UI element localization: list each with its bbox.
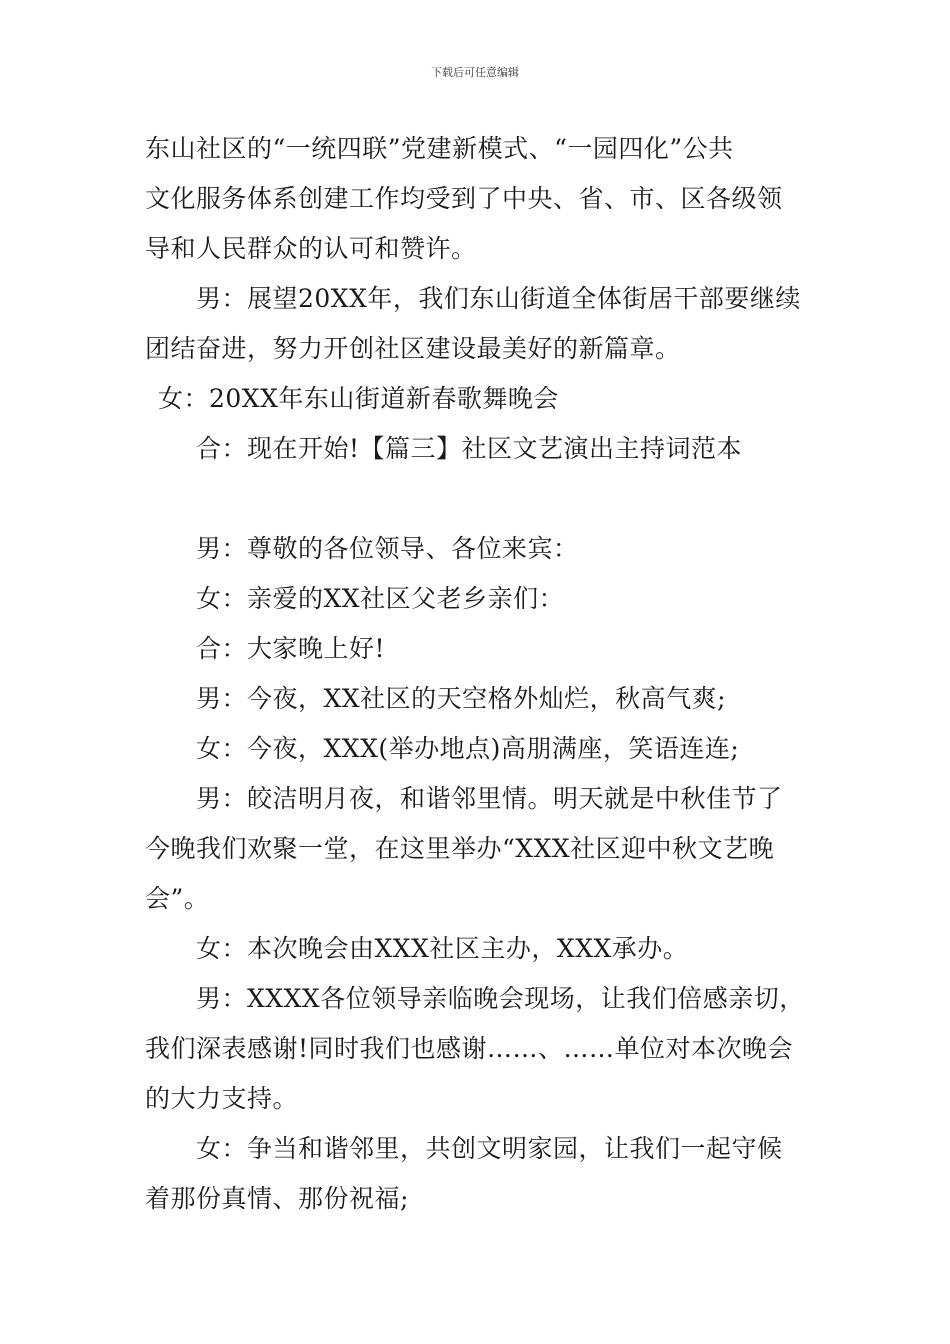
text-line: 男：皎洁明月夜，和谐邻里情。明天就是中秋佳节了 xyxy=(196,784,783,813)
text-line: 女：争当和谐邻里，共创文明家园，让我们一起守候 xyxy=(196,1134,783,1163)
text-line: 东山社区的“一统四联”党建新模式、“一园四化”公共 xyxy=(145,134,734,163)
page-header: 下载后可任意编辑 xyxy=(431,66,519,79)
text-line: 女：今夜，XXX(举办地点)高朋满座，笑语连连; xyxy=(196,734,740,763)
text-line: 我们深表感谢!同时我们也感谢……、……单位对本次晚会 xyxy=(145,1034,794,1063)
text-line: 男：展望20XX年，我们东山街道全体街居干部要继续 xyxy=(196,284,801,313)
text-line: 文化服务体系创建工作均受到了中央、省、市、区各级领 xyxy=(145,184,783,213)
text-line: 会”。 xyxy=(145,884,210,913)
text-line: 女：20XX年东山街道新春歌舞晚会 xyxy=(158,384,559,413)
text-line: 今晚我们欢聚一堂，在这里举办“XXX社区迎中秋文艺晚 xyxy=(145,834,775,863)
text-line: 男：今夜，XX社区的天空格外灿烂，秋高气爽; xyxy=(196,684,727,713)
text-line: 的大力支持。 xyxy=(145,1084,299,1113)
document-body xyxy=(145,124,810,1224)
text-line: 男：尊敬的各位领导、各位来宾： xyxy=(196,534,579,563)
text-line: 团结奋进，努力开创社区建设最美好的新篇章。 xyxy=(145,334,681,363)
text-line: 合：大家晚上好! xyxy=(196,634,386,663)
text-line: 合：现在开始!【篇三】社区文艺演出主持词范本 xyxy=(196,434,743,463)
text-line: 女：亲爱的XX社区父老乡亲们： xyxy=(196,584,565,613)
text-line: 着那份真情、那份祝福; xyxy=(145,1184,409,1213)
text-line: 导和人民群众的认可和赞许。 xyxy=(145,234,477,263)
text-line: 女：本次晚会由XXX社区主办，XXX承办。 xyxy=(196,934,689,963)
text-line: 男：XXXX各位领导亲临晚会现场，让我们倍感亲切， xyxy=(196,984,805,1013)
blank-line xyxy=(145,474,810,524)
